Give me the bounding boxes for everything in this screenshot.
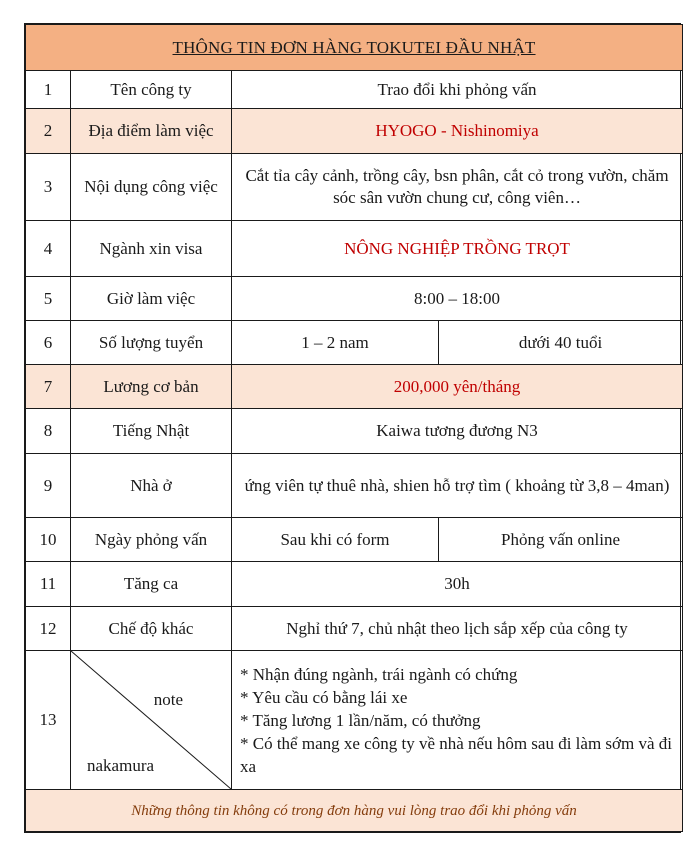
- row-value-a: Sau khi có form: [232, 518, 439, 562]
- row-number: 12: [26, 607, 71, 651]
- row-value-a: 1 – 2 nam: [232, 321, 439, 365]
- table-row: [26, 71, 683, 109]
- row-value: Kaiwa tương đương N3: [232, 409, 683, 454]
- note-line: * Yêu cầu có bằng lái xe: [240, 687, 408, 707]
- table-row: [26, 221, 683, 277]
- footer-row: [26, 790, 683, 832]
- row-number: 8: [26, 409, 71, 454]
- row-label: Tiếng Nhật: [71, 409, 232, 454]
- row-value: Cắt tỉa cây cảnh, trồng cây, bsn phân, cắt cỏ trong vườn, chăm sóc sân vườn chung cư, công viên…: [232, 154, 683, 221]
- table-row: [26, 562, 683, 607]
- table-row-notes: [26, 651, 683, 790]
- row-number: 13: [26, 651, 71, 790]
- table-row: [26, 321, 683, 365]
- row-value: NÔNG NGHIỆP TRỒNG TRỌT: [232, 221, 683, 277]
- note-line: * Có thể mang xe công ty về nhà nếu hôm sau đi làm sớm và đi xa: [240, 733, 673, 776]
- row-value: Nghỉ thứ 7, chủ nhật theo lịch sắp xếp của công ty: [232, 607, 683, 651]
- row-number: 2: [26, 109, 71, 154]
- table-row: [26, 109, 683, 154]
- footer-note: Những thông tin không có trong đơn hàng vui lòng trao đổi khi phỏng vấn: [26, 790, 683, 832]
- row-number: 4: [26, 221, 71, 277]
- table-title-row: [26, 25, 683, 71]
- row-value-b: dưới 40 tuổi: [439, 321, 683, 365]
- table-row: [26, 607, 683, 651]
- row-value: 200,000 yên/tháng: [232, 365, 683, 409]
- diagonal-label-top: note: [153, 690, 183, 709]
- row-value: 30h: [232, 562, 683, 607]
- diagonal-label-bottom: nakamura: [87, 756, 155, 775]
- row-number: 6: [26, 321, 71, 365]
- table-title: THÔNG TIN ĐƠN HÀNG TOKUTEI ĐẦU NHẬT: [26, 25, 683, 71]
- row-label: Số lượng tuyển: [71, 321, 232, 365]
- row-value-b: Phỏng vấn online: [439, 518, 683, 562]
- order-info-table: [25, 24, 683, 832]
- row-number: 1: [26, 71, 71, 109]
- row-value: ứng viên tự thuê nhà, shien hỗ trợ tìm ( khoảng từ 3,8 – 4man): [232, 454, 683, 518]
- diagonal-label-cell: [71, 651, 232, 790]
- table-row: [26, 365, 683, 409]
- row-label: Giờ làm việc: [71, 277, 232, 321]
- row-number: 11: [26, 562, 71, 607]
- row-value: Trao đổi khi phỏng vấn: [232, 71, 683, 109]
- row-label: Ngành xin visa: [71, 221, 232, 277]
- table-row: [26, 454, 683, 518]
- row-value: 8:00 – 18:00: [232, 277, 683, 321]
- row-label: Địa điểm làm việc: [71, 109, 232, 154]
- row-number: 10: [26, 518, 71, 562]
- row-label: Nhà ở: [71, 454, 232, 518]
- row-label: Tăng ca: [71, 562, 232, 607]
- order-info-sheet: [24, 23, 681, 833]
- row-label: Ngày phỏng vấn: [71, 518, 232, 562]
- row-number: 7: [26, 365, 71, 409]
- table-row: [26, 518, 683, 562]
- table-row: [26, 154, 683, 221]
- table-row: [26, 277, 683, 321]
- row-label: Lương cơ bản: [71, 365, 232, 409]
- note-line: * Tăng lương 1 lần/năm, có thưởng: [240, 710, 481, 730]
- row-label: Tên công ty: [71, 71, 232, 109]
- row-number: 3: [26, 154, 71, 221]
- row-label: Chế độ khác: [71, 607, 232, 651]
- table-row: [26, 409, 683, 454]
- note-line: * Nhận đúng ngành, trái ngành có chứng: [240, 664, 518, 684]
- row-label: Nội dụng công việc: [71, 154, 232, 221]
- notes-cell: [232, 651, 683, 790]
- row-number: 5: [26, 277, 71, 321]
- row-value: HYOGO - Nishinomiya: [232, 109, 683, 154]
- row-number: 9: [26, 454, 71, 518]
